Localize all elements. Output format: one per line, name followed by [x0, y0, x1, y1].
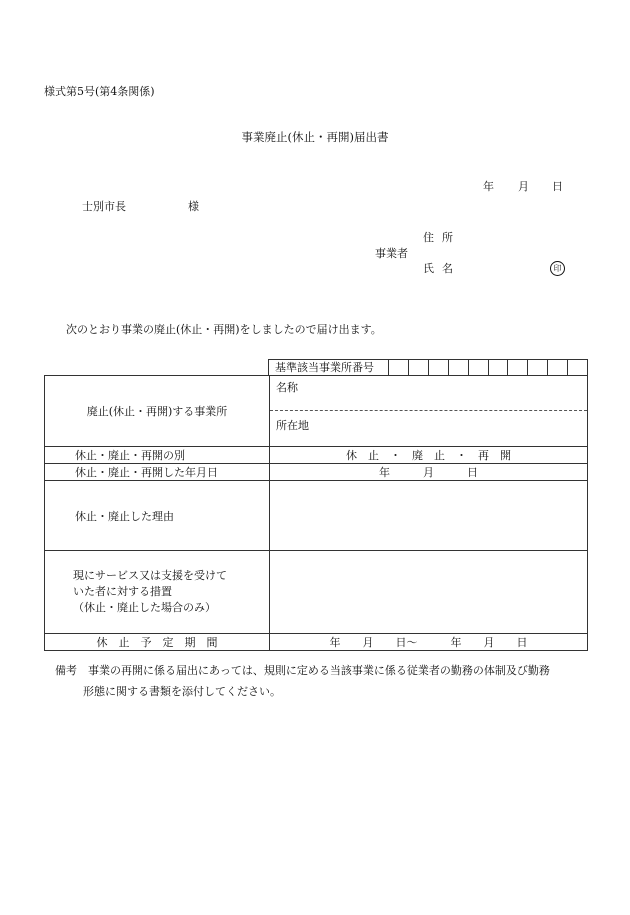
- date-day-label: 日: [552, 180, 563, 193]
- period-field[interactable]: 年 月 日～ 年 月 日: [270, 634, 588, 651]
- code-cell[interactable]: [469, 360, 489, 375]
- measure-label-line: いた者に対する措置: [73, 585, 172, 598]
- seal-icon: 印: [550, 261, 565, 276]
- code-cell[interactable]: [429, 360, 449, 375]
- office-name-label: 名称: [276, 381, 298, 394]
- divider: [270, 410, 587, 411]
- date-month-label: 月: [518, 180, 529, 193]
- date-label: 休止・廃止・再開した年月日: [45, 464, 270, 481]
- code-cell[interactable]: [568, 360, 587, 375]
- form-table: [44, 375, 588, 651]
- note-line-1: 備考 事業の再開に係る届出にあっては、規則に定める当該事業に係る従業者の勤務の体制及び勤務: [55, 664, 550, 677]
- measure-label-line: （休止・廃止した場合のみ）: [73, 601, 216, 614]
- form-id: 様式第5号(第4条関係): [44, 85, 155, 98]
- office-location-label: 所在地: [276, 419, 309, 432]
- date-year-label: 年: [483, 180, 494, 193]
- type-label: 休止・廃止・再開の別: [45, 447, 270, 464]
- code-cell[interactable]: [489, 360, 509, 375]
- measure-label: [45, 551, 270, 634]
- office-code-label: 基準該当事業所番号: [269, 360, 389, 375]
- office-code-box: [268, 359, 588, 376]
- code-cell[interactable]: [548, 360, 568, 375]
- code-cell[interactable]: [528, 360, 548, 375]
- measure-field[interactable]: [270, 551, 588, 634]
- addressee: 士別市長: [82, 200, 126, 213]
- code-cell[interactable]: [409, 360, 429, 375]
- code-cell[interactable]: [449, 360, 469, 375]
- note-line-2: 形態に関する書類を添付してください。: [83, 685, 281, 698]
- intro-text: 次のとおり事業の廃止(休止・再開)をしましたので届け出ます。: [66, 323, 382, 336]
- code-cell[interactable]: [389, 360, 409, 375]
- office-field[interactable]: [270, 376, 588, 447]
- reason-label: 休止・廃止した理由: [45, 481, 270, 551]
- addressee-honorific: 様: [188, 200, 199, 213]
- type-options[interactable]: 休 止 ・ 廃 止 ・ 再 開: [270, 447, 588, 464]
- page-title: 事業廃止(休止・再開)届出書: [241, 130, 389, 144]
- code-cell[interactable]: [508, 360, 528, 375]
- office-label: 廃止(休止・再開)する事業所: [45, 376, 270, 447]
- operator-label: 事業者: [375, 247, 408, 260]
- reason-field[interactable]: [270, 481, 588, 551]
- date-field[interactable]: 年 月 日: [270, 464, 588, 481]
- name-label: 氏名: [423, 262, 461, 275]
- address-label: 住所: [423, 231, 461, 244]
- period-label: 休 止 予 定 期 間: [45, 634, 270, 651]
- measure-label-line: 現にサービス又は支援を受けて: [73, 569, 227, 582]
